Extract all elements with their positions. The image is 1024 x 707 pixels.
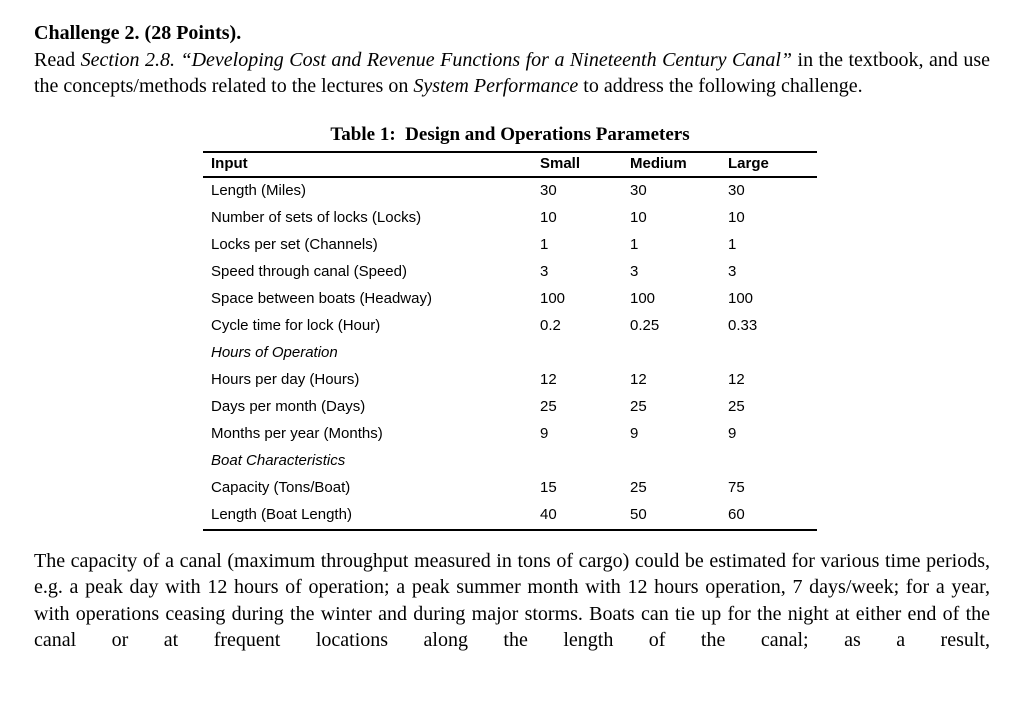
row-value: 15: [540, 479, 557, 496]
table-row: [203, 205, 817, 232]
row-value: 1: [540, 236, 549, 253]
table-row: [203, 313, 817, 340]
row-value: 12: [540, 371, 557, 388]
table-row: [203, 340, 817, 367]
col-header-large: Large: [728, 155, 769, 172]
row-value: 3: [540, 263, 549, 280]
row-value: 1: [630, 236, 639, 253]
row-value: 12: [630, 371, 647, 388]
row-label: Boat Characteristics: [211, 452, 346, 469]
table-header-row: [203, 151, 817, 178]
table-row: [203, 232, 817, 259]
row-value: 1: [728, 236, 737, 253]
intro-section-reference: Section 2.8. “Developing Cost and Revenue Functions for a Nineteenth Century Canal”: [80, 48, 793, 71]
row-value: 100: [540, 290, 566, 307]
row-value: 3: [728, 263, 737, 280]
table-row: [203, 178, 817, 205]
row-label: Speed through canal (Speed): [211, 263, 407, 280]
row-value: 12: [728, 371, 745, 388]
table-row: [203, 421, 817, 448]
table-grid: [203, 151, 817, 531]
row-value: 50: [630, 506, 647, 523]
row-value: 10: [540, 209, 557, 226]
table-body: [203, 178, 817, 531]
row-value: 0.25: [630, 317, 660, 334]
intro-middle-text: in the textbook, and use the concepts/methods related to the lectures on: [34, 48, 990, 97]
table-row: [203, 475, 817, 502]
row-value: 9: [630, 425, 639, 442]
intro-topic: System Performance: [413, 75, 579, 97]
closing-paragraph: The capacity of a canal (maximum throughput measured in tons of cargo) could be estimated for various time periods, e.g. a peak day with 12 hours of operation; a peak summer month with 12 hours operation, 7 days/week; for a year, with operations ceasing during the winter and during major storms. Boats can tie up for the night at either end of the canal or at frequent locations along the length of the canal; as a result,: [34, 549, 990, 651]
row-value: 60: [728, 506, 745, 523]
row-value: 3: [630, 263, 639, 280]
row-label: Number of sets of locks (Locks): [211, 209, 422, 226]
row-value: 25: [630, 479, 647, 496]
row-value: 30: [540, 182, 557, 199]
row-value: 25: [728, 398, 745, 415]
table-row: [203, 286, 817, 313]
row-value: 100: [728, 290, 754, 307]
col-header-small: Small: [540, 155, 581, 172]
row-label: Capacity (Tons/Boat): [211, 479, 351, 496]
table-row: [203, 259, 817, 286]
intro-suffix: to address the following challenge.: [578, 75, 863, 97]
col-header-medium: Medium: [630, 155, 687, 172]
table-row: [203, 394, 817, 421]
col-header-input: Input: [211, 155, 248, 172]
row-value: 9: [728, 425, 737, 442]
row-value: 75: [728, 479, 745, 496]
row-value: 25: [540, 398, 557, 415]
row-value: 40: [540, 506, 557, 523]
table-row: [203, 448, 817, 475]
intro-read-prefix: Read: [34, 48, 81, 71]
row-value: 0.33: [728, 317, 758, 334]
row-value: 10: [728, 209, 745, 226]
row-value: 30: [630, 182, 647, 199]
table-title: Table 1: Design and Operations Parameters: [330, 123, 690, 145]
row-value: 9: [540, 425, 549, 442]
row-label: Months per year (Months): [211, 425, 383, 442]
row-label: Days per month (Days): [211, 398, 366, 415]
row-label: Hours of Operation: [211, 344, 338, 361]
row-label: Length (Miles): [211, 182, 307, 199]
row-label: Locks per set (Channels): [211, 236, 378, 253]
row-label: Length (Boat Length): [211, 506, 352, 523]
row-value: 0.2: [540, 317, 561, 334]
row-value: 25: [630, 398, 647, 415]
row-label: Cycle time for lock (Hour): [211, 317, 381, 334]
table-row: [203, 367, 817, 394]
table-row: [203, 502, 817, 529]
challenge-heading: Challenge 2. (28 Points).: [34, 22, 242, 44]
row-value: 30: [728, 182, 745, 199]
row-value: 10: [630, 209, 647, 226]
intro-paragraph: [34, 47, 990, 100]
parameters-table: [203, 124, 817, 531]
row-label: Space between boats (Headway): [211, 290, 432, 307]
row-label: Hours per day (Hours): [211, 371, 360, 388]
row-value: 100: [630, 290, 656, 307]
